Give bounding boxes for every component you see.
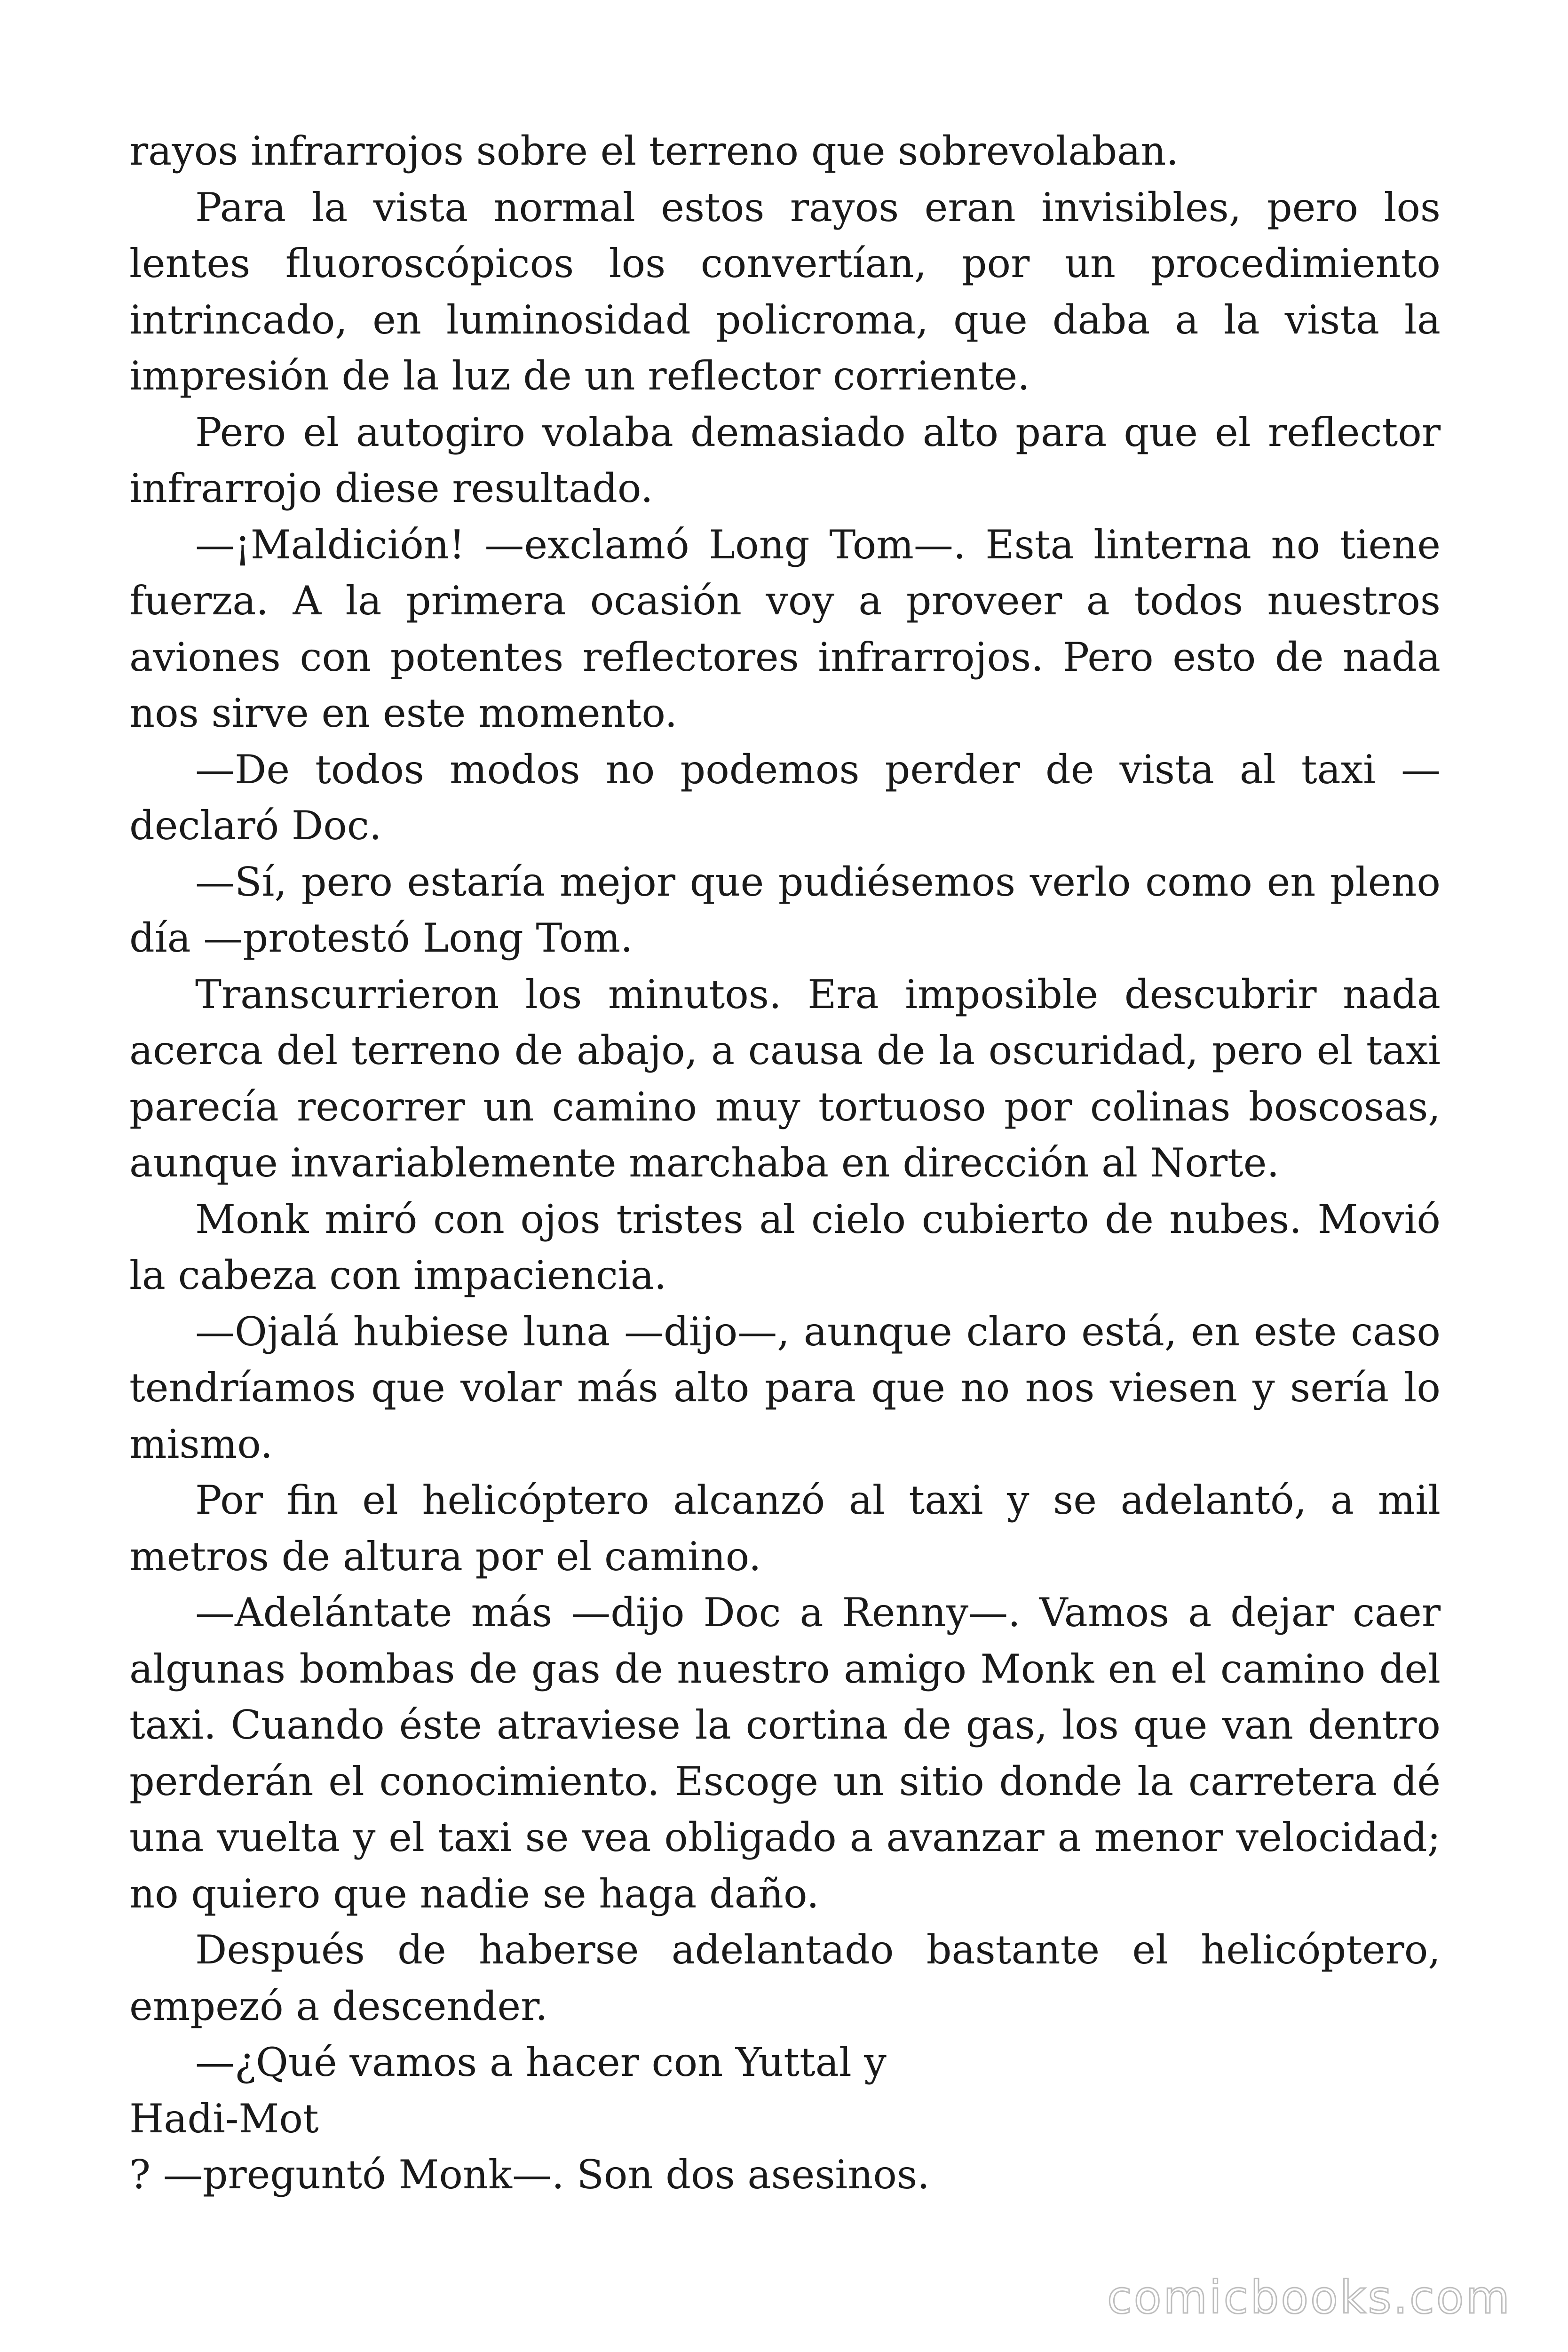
paragraph: —¿Qué vamos a hacer con Yuttal y <box>195 2039 887 2085</box>
paragraph-fragment: Hadi-Mot <box>129 2095 319 2142</box>
body-text <box>129 123 1441 2203</box>
paragraph: Monk miró con ojos tristes al cielo cubierto de nubes. Movió la cabeza con impaciencia. <box>129 1196 1441 1298</box>
paragraph: —Sí, pero estaría mejor que pudiésemos verlo como en pleno día —protestó Long Tom. <box>129 858 1441 961</box>
paragraph: Pero el autogiro volaba demasiado alto para que el reflector infrarrojo diese resultado. <box>129 409 1441 511</box>
paragraph: Transcurrieron los minutos. Era imposible descubrir nada acerca del terreno de abajo, a causa de la oscuridad, pero el taxi parecía recorrer un camino muy tortuoso por colinas boscosas, aunque invariablemente marchaba en dirección al Norte. <box>129 971 1441 1186</box>
paragraph: Después de haberse adelantado bastante el helicóptero, empezó a descender. <box>129 1927 1441 2029</box>
paragraph: —De todos modos no podemos perder de vista al taxi —declaró Doc. <box>129 746 1441 849</box>
site-watermark: comicbooks.com <box>1107 2271 1512 2324</box>
paragraph: Por fin el helicóptero alcanzó al taxi y se adelantó, a mil metros de altura por el camino. <box>129 1477 1441 1580</box>
paragraph-fragment: ? —preguntó Monk—. Son dos asesinos. <box>129 2152 930 2198</box>
paragraph: —Ojalá hubiese luna —dijo—, aunque claro está, en este caso tendríamos que volar más alto para que no nos viesen y sería lo mismo. <box>129 1308 1441 1467</box>
paragraph: Para la vista normal estos rayos eran invisibles, pero los lentes fluoroscópicos los convertían, por un procedimiento intrincado, en luminosidad policroma, que daba a la vista la impresión de la luz de un reflector corriente. <box>129 184 1441 399</box>
paragraph-continuation: rayos infrarrojos sobre el terreno que sobrevolaban. <box>129 128 1179 174</box>
paragraph: —¡Maldición! —exclamó Long Tom—. Esta linterna no tiene fuerza. A la primera ocasión voy a proveer a todos nuestros aviones con potentes reflectores infrarrojos. Pero esto de nada nos sirve en este momento. <box>129 521 1441 736</box>
paragraph: —Adelántate más —dijo Doc a Renny—. Vamos a dejar caer algunas bombas de gas de nuestro amigo Monk en el camino del taxi. Cuando éste atraviese la cortina de gas, los que van dentro perderán el conocimiento. Escoge un sitio donde la carretera dé una vuelta y el taxi se vea obligado a avanzar a menor velocidad; no quiero que nadie se haga daño. <box>129 1589 1441 1917</box>
